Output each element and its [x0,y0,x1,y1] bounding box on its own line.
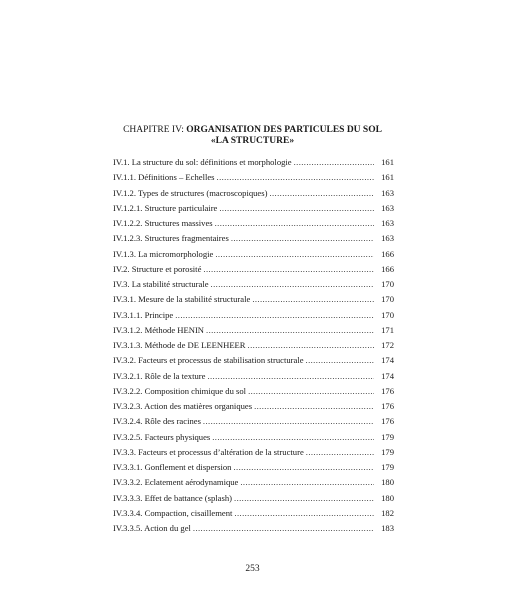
toc-dot-leader [254,399,374,414]
toc-entry-label: IV.3.2.5. Facteurs physiques [113,431,211,442]
toc-dot-leader [269,186,374,201]
toc-entry-page: 163 [381,218,394,228]
toc-entry-label: IV.3.2.4. Rôle des racines [113,416,201,427]
toc-entry[interactable] [113,231,394,246]
toc-entry-page: 163 [381,233,394,244]
toc-dot-leader [203,414,374,429]
toc-entry-page: 170 [381,309,394,320]
toc-entry-label: IV.3. La stabilité structurale [113,279,209,289]
chapter-title: ORGANISATION DES PARTICULES DU SOL [186,125,382,135]
toc-dot-leader [294,155,374,170]
toc-entry[interactable] [113,445,394,460]
toc-dot-leader [207,369,374,384]
toc-dot-leader [233,460,374,475]
toc-entry[interactable] [113,475,394,490]
toc-dot-leader [193,521,374,536]
toc-entry-page: 172 [381,340,394,350]
toc-entry[interactable] [113,430,394,445]
chapter-heading-line-1 [0,125,505,136]
toc-dot-leader [252,292,374,307]
toc-entry-label: IV.3.1.2. Méthode HENIN [113,324,205,335]
toc-entry-page: 179 [381,462,394,472]
chapter-subtitle: «LA STRUCTURE» [210,136,295,146]
toc-dot-leader [217,170,374,185]
toc-entry-page: 163 [381,202,394,213]
toc-entry[interactable] [113,277,394,292]
toc-entry-page: 174 [381,370,394,381]
toc-entry[interactable] [113,414,394,429]
toc-entry-page: 161 [381,172,394,183]
toc-entry[interactable] [113,460,394,475]
toc-entry-label: IV.3.1. Mesure de la stabilité structurale [113,294,251,305]
toc-entry-label: IV.3.3.5. Action du gel [113,523,191,533]
toc-dot-leader [219,201,374,216]
toc-dot-leader [175,308,374,323]
toc-entry-page: 174 [381,355,394,366]
toc-entry-label: IV.3.1.1. Principe [113,309,174,320]
toc-entry[interactable] [113,262,394,277]
toc-entry-label: IV.3.2.1. Rôle de la texture [113,370,206,381]
toc-entry[interactable] [113,155,394,170]
toc-dot-leader [240,475,374,490]
toc-entry-page: 179 [381,446,394,457]
chapter-heading [0,125,505,147]
toc-entry-label: IV.1.1. Définitions – Echelles [113,172,215,183]
toc-entry-page: 176 [381,401,394,411]
toc-entry-page: 166 [381,263,394,274]
toc-entry-label: IV.2. Structure et porosité [113,263,202,274]
toc-entry-label: IV.3.3.4. Compaction, cisaillement [113,507,233,518]
toc-entry-label: IV.3.1.3. Méthode de DE LEENHEER [113,340,246,350]
toc-entry-label: IV.3.2.3. Action des matières organiques [113,401,253,411]
toc-entry-page: 171 [381,324,394,335]
toc-entry[interactable] [113,323,394,338]
toc-entry[interactable] [113,201,394,216]
toc-entry[interactable] [113,170,394,185]
toc-entry-page: 163 [381,187,394,198]
toc-entry-label: IV.3.2.2. Composition chimique du sol [113,385,247,396]
toc-entry-page: 176 [381,385,394,396]
toc-entry[interactable] [113,491,394,506]
toc-entry-page: 170 [381,279,394,289]
toc-entry-label: IV.1.2.1. Structure particulaire [113,202,218,213]
toc-entry-page: 166 [381,248,394,259]
toc-entry-label: IV.3.3.1. Gonflement et dispersion [113,462,232,472]
page-number: 253 [245,564,260,574]
toc-entry[interactable] [113,338,394,353]
toc-entry-label: IV.3.3.3. Effet de battance (splash) [113,492,233,503]
toc-dot-leader [306,445,374,460]
toc-entry[interactable] [113,353,394,368]
toc-entry[interactable] [113,216,394,231]
toc-dot-leader [211,277,374,292]
toc-entry-page: 170 [381,294,394,305]
toc-entry[interactable] [113,308,394,323]
toc-entry-page: 176 [381,416,394,427]
toc-entry-label: IV.1.2.3. Structures fragmentaires [113,233,229,244]
toc-dot-leader [231,231,374,246]
toc-entry-page: 180 [381,477,394,488]
toc-entry[interactable] [113,521,394,536]
toc-dot-leader [203,262,374,277]
toc-dot-leader [215,216,374,231]
toc-entry-label: IV.1.2.2. Structures massives [113,218,213,228]
toc-dot-leader [206,323,374,338]
toc-dot-leader [212,430,374,445]
toc-dot-leader [215,247,374,262]
toc-entry-page: 183 [381,523,394,533]
toc-entry[interactable] [113,247,394,262]
toc-dot-leader [248,384,374,399]
toc-entry-page: 180 [381,492,394,503]
toc-entry-label: IV.3.3. Facteurs et processus d’altération de la structure [113,446,304,457]
toc-entry[interactable] [113,186,394,201]
toc-entry-label: IV.3.2. Facteurs et processus de stabilisation structurale [113,355,304,366]
toc-dot-leader [234,506,374,521]
toc-dot-leader [248,338,374,353]
chapter-prefix: CHAPITRE IV: [123,125,187,135]
table-of-contents [113,155,394,536]
toc-entry-page: 179 [381,431,394,442]
toc-entry[interactable] [113,506,394,521]
toc-entry[interactable] [113,292,394,307]
toc-entry-page: 161 [381,157,394,167]
toc-entry[interactable] [113,369,394,384]
toc-entry-label: IV.3.3.2. Eclatement aérodynamique [113,477,239,488]
toc-dot-leader [306,353,374,368]
toc-entry-page: 182 [381,507,394,518]
toc-entry[interactable] [113,384,394,399]
toc-entry-label: IV.1. La structure du sol: définitions et morphologie [113,157,292,167]
toc-dot-leader [234,491,374,506]
toc-entry-label: IV.1.3. La micromorphologie [113,248,214,259]
toc-entry[interactable] [113,399,394,414]
toc-entry-label: IV.1.2. Types de structures (macroscopiques) [113,187,268,198]
